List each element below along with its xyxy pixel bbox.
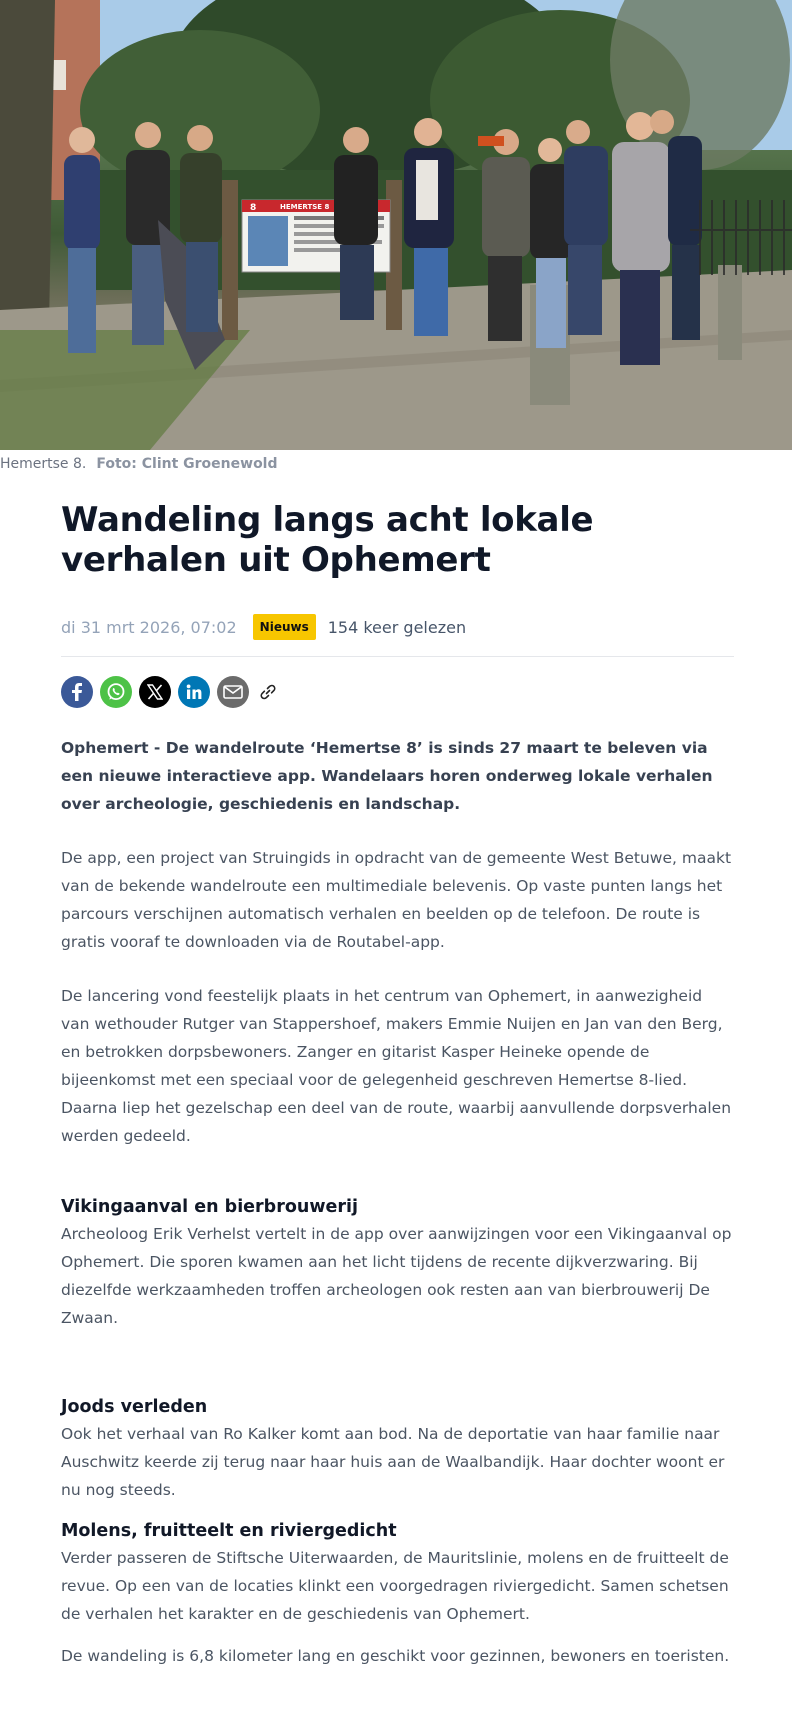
article-lead: Ophemert - De wandelroute ‘Hemertse 8’ is sinds 27 maart te beleven via een nieuwe interactieve app. Wandelaars horen onderweg lokale verhalen over archeologie, geschiedenis en landschap. bbox=[61, 739, 713, 813]
whatsapp-icon bbox=[106, 682, 126, 702]
section-text: Ook het verhaal van Ro Kalker komt aan bod. Na de deportatie van haar familie naar Auschwitz keerde zij terug naar haar huis aan de Waalbandijk. Haar dochter woont er nu nog steeds. bbox=[61, 1425, 725, 1499]
facebook-icon bbox=[69, 683, 85, 701]
article-paragraph-2: De lancering vond feestelijk plaats in het centrum van Ophemert, in aanwezigheid van wethouder Rutger van Stappershoef, makers Emmie Nuijen en Jan van den Berg, en betrokken dorpsbewoners. Zanger en gitarist Kasper Heineke opende de bijeenkomst met een speciaal voor de gelegenheid geschreven Hemertse 8-lied. Daarna liep het gezelschap een deel van de route, waarbij aanvullende dorpsverhalen werden gedeeld. bbox=[61, 987, 732, 1145]
article-meta bbox=[61, 612, 734, 642]
share-bar bbox=[61, 676, 734, 708]
share-facebook-button[interactable] bbox=[61, 676, 93, 708]
section-joods-verleden bbox=[61, 1394, 734, 1504]
article-closing: De wandeling is 6,8 kilometer lang en geschikt voor gezinnen, bewoners en toeristen. bbox=[61, 1647, 730, 1665]
section-heading: Vikingaanval en bierbrouwerij bbox=[61, 1197, 358, 1217]
section-heading: Joods verleden bbox=[61, 1397, 208, 1417]
read-count: 154 keer gelezen bbox=[327, 617, 467, 637]
link-icon bbox=[258, 682, 278, 702]
caption-text: Hemertse 8. bbox=[0, 456, 87, 472]
section-text: Archeoloog Erik Verhelst vertelt in de app over aanwijzingen voor een Vikingaanval op Ophemert. Die sporen kwamen aan het licht tijdens de recente dijkverzwaring. Bij diezelfde werkzaamheden troffen archeologen ook resten aan van bierbrouwerij De Zwaan. bbox=[61, 1225, 732, 1327]
photo-illustration bbox=[0, 0, 792, 450]
divider bbox=[61, 656, 734, 657]
email-icon bbox=[223, 685, 243, 699]
category-badge[interactable]: Nieuws bbox=[253, 614, 316, 640]
photo-credit: Foto: Clint Groenewold bbox=[96, 456, 278, 472]
article-photo bbox=[0, 0, 792, 450]
x-icon bbox=[147, 684, 163, 700]
article-title: Wandeling langs acht lokale verhalen uit Ophemert bbox=[61, 500, 594, 580]
article-paragraph-1: De app, een project van Struingids in opdracht van de gemeente West Betuwe, maakt van de bekende wandelroute een multimediale belevenis. Op vaste punten langs het parcours verschijnen automatisch verhalen en beelden op de telefoon. De route is gratis vooraf te downloaden via de Routabel-app. bbox=[61, 849, 732, 951]
share-email-button[interactable] bbox=[217, 676, 249, 708]
section-molens bbox=[61, 1518, 734, 1628]
section-vikings bbox=[61, 1194, 734, 1332]
section-heading: Molens, fruitteelt en riviergedicht bbox=[61, 1521, 397, 1541]
sign-title: HEMERTSE 8 bbox=[280, 203, 330, 211]
share-x-button[interactable] bbox=[139, 676, 171, 708]
section-text: Verder passeren de Stiftsche Uiterwaarden, de Mauritslinie, molens en de fruitteelt de revue. Op een van de locaties klinkt een voorgedragen riviergedicht. Samen schetsen de verhalen het karakter en de geschiedenis van Ophemert. bbox=[61, 1549, 729, 1623]
copy-link-button[interactable] bbox=[256, 676, 280, 708]
photo-caption bbox=[0, 456, 278, 472]
share-whatsapp-button[interactable] bbox=[100, 676, 132, 708]
article bbox=[61, 500, 734, 1670]
linkedin-icon bbox=[185, 683, 203, 701]
article-date: di 31 mrt 2026, 07:02 bbox=[61, 617, 237, 637]
share-linkedin-button[interactable] bbox=[178, 676, 210, 708]
sign-number: 8 bbox=[250, 203, 257, 213]
